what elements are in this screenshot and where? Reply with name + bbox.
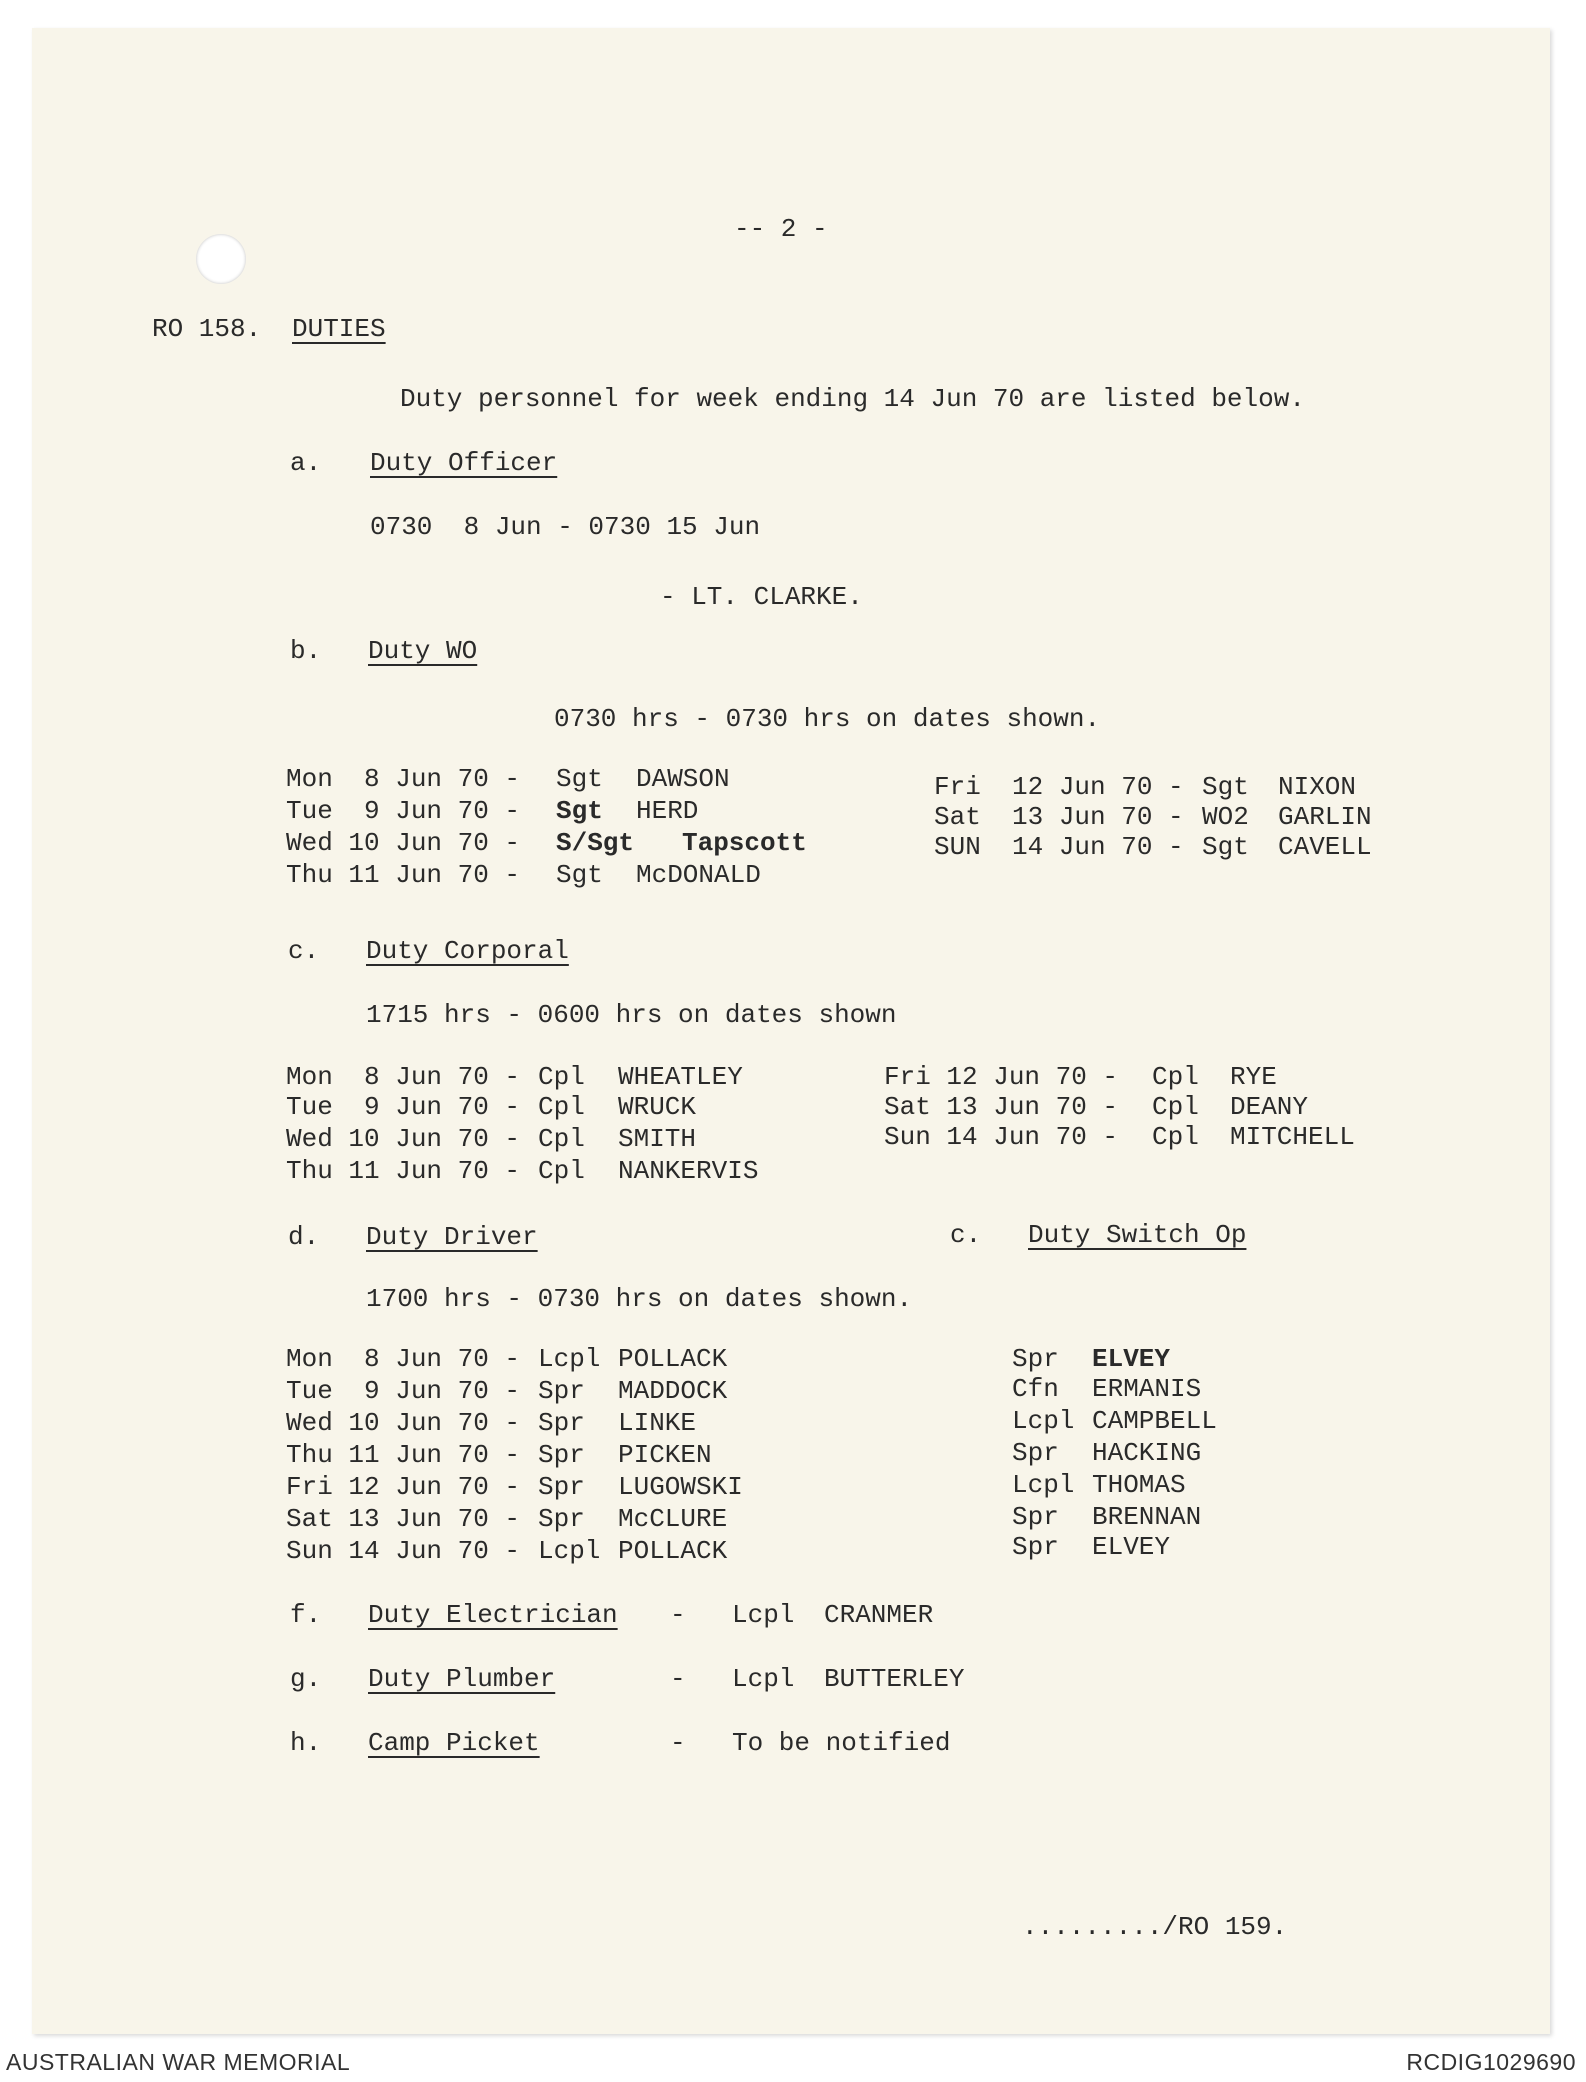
list-item-date: Sun 14 Jun 70 - bbox=[286, 1536, 521, 1566]
document-page bbox=[32, 28, 1550, 2034]
footer-item-id: RCDIG1029690 bbox=[1406, 2049, 1576, 2075]
list-item-letter: f. bbox=[290, 1600, 322, 1630]
list-item-date: Sat 13 Jun 70 - bbox=[934, 802, 1184, 832]
duty-corporal-hours: 1715 hrs - 0600 hrs on dates shown bbox=[366, 1000, 897, 1030]
list-item-date: Tue 9 Jun 70 - bbox=[286, 796, 521, 826]
list-item-name: Tapscott bbox=[682, 828, 807, 858]
list-item-name: NANKERVIS bbox=[618, 1156, 759, 1186]
list-item-name: McDONALD bbox=[636, 860, 761, 890]
duty-corporal-heading: Duty Corporal bbox=[366, 936, 569, 966]
duty-wo-hours: 0730 hrs - 0730 hrs on dates shown. bbox=[554, 704, 1101, 734]
list-item-rank: Sgt bbox=[556, 860, 603, 890]
duty-officer-letter: a. bbox=[290, 448, 322, 478]
list-item-heading: Duty Plumber bbox=[368, 1664, 556, 1694]
list-item-name: BUTTERLEY bbox=[824, 1664, 965, 1694]
continuation-ref: ........./RO 159. bbox=[1022, 1912, 1288, 1942]
list-item-date: Fri 12 Jun 70 - bbox=[884, 1062, 1119, 1092]
list-item-name: HERD bbox=[636, 796, 699, 826]
duty-switch-op-letter: c. bbox=[950, 1220, 982, 1250]
list-item-name: DEANY bbox=[1230, 1092, 1309, 1122]
footer-archive-name: AUSTRALIAN WAR MEMORIAL bbox=[6, 2049, 351, 2075]
list-item-rank: Sgt bbox=[556, 796, 603, 826]
page-number: -- 2 - bbox=[734, 214, 828, 244]
list-item-name: NIXON bbox=[1278, 772, 1357, 802]
list-item-name: CRANMER bbox=[824, 1600, 934, 1630]
list-item-heading: Duty Electrician bbox=[368, 1600, 618, 1630]
list-item-rank: Lcpl bbox=[1012, 1470, 1075, 1500]
list-item-rank: Cpl bbox=[1152, 1062, 1199, 1092]
list-item-date: Tue 9 Jun 70 - bbox=[286, 1092, 521, 1122]
list-item-name: LINKE bbox=[618, 1408, 697, 1438]
duty-driver-hours: 1700 hrs - 0730 hrs on dates shown. bbox=[366, 1284, 913, 1314]
list-item-name: GARLIN bbox=[1278, 802, 1372, 832]
duty-driver-heading: Duty Driver bbox=[366, 1222, 538, 1252]
list-item-rank: S/Sgt bbox=[556, 828, 635, 858]
list-item-date: Mon 8 Jun 70 - bbox=[286, 1344, 521, 1374]
duty-officer-period: 0730 8 Jun - 0730 15 Jun bbox=[370, 512, 761, 542]
list-item-rank: Cpl bbox=[538, 1156, 585, 1186]
intro-text: Duty personnel for week ending 14 Jun 70 are listed below. bbox=[400, 384, 1305, 414]
list-item-rank: Cpl bbox=[538, 1062, 585, 1092]
list-item-rank: Cpl bbox=[538, 1124, 585, 1154]
list-item-name: MADDOCK bbox=[618, 1376, 728, 1406]
list-item-rank: Lcpl bbox=[538, 1344, 601, 1374]
duty-officer-heading: Duty Officer bbox=[370, 448, 558, 478]
list-item-name: PICKEN bbox=[618, 1440, 712, 1470]
list-item-name: ELVEY bbox=[1092, 1532, 1171, 1562]
list-item-name: ERMANIS bbox=[1092, 1374, 1202, 1404]
list-item-rank: Spr bbox=[538, 1408, 585, 1438]
punch-hole bbox=[196, 234, 246, 284]
list-item-letter: g. bbox=[290, 1664, 322, 1694]
duty-switch-op-heading: Duty Switch Op bbox=[1028, 1220, 1247, 1250]
list-item-rank: Sgt bbox=[1202, 772, 1249, 802]
list-item-rank: Lcpl bbox=[1012, 1406, 1075, 1436]
list-item-rank: Sgt bbox=[556, 764, 603, 794]
list-item-date: Thu 11 Jun 70 - bbox=[286, 1156, 521, 1186]
order-ref: RO 158. bbox=[152, 314, 262, 344]
list-item-letter: h. bbox=[290, 1728, 322, 1758]
list-item-name: WRUCK bbox=[618, 1092, 697, 1122]
duty-driver-letter: d. bbox=[288, 1222, 320, 1252]
list-item-rank: Lcpl bbox=[732, 1600, 795, 1630]
duty-wo-letter: b. bbox=[290, 636, 322, 666]
list-item-rank: Lcpl bbox=[732, 1664, 795, 1694]
list-item-date: Wed 10 Jun 70 - bbox=[286, 828, 521, 858]
list-item-date: Fri 12 Jun 70 - bbox=[286, 1472, 521, 1502]
list-item-rank: Spr bbox=[1012, 1532, 1059, 1562]
list-item-name: DAWSON bbox=[636, 764, 730, 794]
list-item-heading: Camp Picket bbox=[368, 1728, 540, 1758]
list-item-date: Sun 14 Jun 70 - bbox=[884, 1122, 1119, 1152]
list-item-date: Sat 13 Jun 70 - bbox=[884, 1092, 1119, 1122]
list-item-date: Sat 13 Jun 70 - bbox=[286, 1504, 521, 1534]
list-item-rank: Cpl bbox=[1152, 1122, 1199, 1152]
list-item-name: THOMAS bbox=[1092, 1470, 1186, 1500]
list-item-name: CAVELL bbox=[1278, 832, 1372, 862]
list-item-name: BRENNAN bbox=[1092, 1502, 1202, 1532]
list-item-rank: Spr bbox=[538, 1440, 585, 1470]
list-item-name: RYE bbox=[1230, 1062, 1277, 1092]
list-item-rank: Cpl bbox=[538, 1092, 585, 1122]
list-item-name: CAMPBELL bbox=[1092, 1406, 1217, 1436]
list-item-rank: Spr bbox=[1012, 1344, 1059, 1374]
list-item-name: WHEATLEY bbox=[618, 1062, 743, 1092]
list-item-date: Mon 8 Jun 70 - bbox=[286, 764, 521, 794]
list-item-rank: WO2 bbox=[1202, 802, 1249, 832]
list-item-name: LUGOWSKI bbox=[618, 1472, 743, 1502]
list-item-rank: Cpl bbox=[1152, 1092, 1199, 1122]
duty-corporal-letter: c. bbox=[288, 936, 320, 966]
list-item-dash: - bbox=[670, 1664, 686, 1694]
list-item-date: Wed 10 Jun 70 - bbox=[286, 1124, 521, 1154]
list-item-name: McCLURE bbox=[618, 1504, 728, 1534]
list-item-rank: Spr bbox=[1012, 1438, 1059, 1468]
list-item-name: POLLACK bbox=[618, 1344, 728, 1374]
list-item-dash: - bbox=[670, 1600, 686, 1630]
duty-officer-name: - LT. CLARKE. bbox=[660, 582, 863, 612]
list-item-rank: Cfn bbox=[1012, 1374, 1059, 1404]
list-item-rank: Spr bbox=[538, 1472, 585, 1502]
list-item-date: Wed 10 Jun 70 - bbox=[286, 1408, 521, 1438]
list-item-dash: - bbox=[670, 1728, 686, 1758]
list-item-name: MITCHELL bbox=[1230, 1122, 1355, 1152]
section-title: DUTIES bbox=[292, 314, 386, 344]
list-item-name: ELVEY bbox=[1092, 1344, 1171, 1374]
list-item-date: Tue 9 Jun 70 - bbox=[286, 1376, 521, 1406]
list-item-date: Mon 8 Jun 70 - bbox=[286, 1062, 521, 1092]
list-item-rank: Sgt bbox=[1202, 832, 1249, 862]
list-item-name: POLLACK bbox=[618, 1536, 728, 1566]
duty-wo-heading: Duty WO bbox=[368, 636, 478, 666]
list-item-rank: To be notified bbox=[732, 1728, 951, 1758]
list-item-date: Thu 11 Jun 70 - bbox=[286, 860, 521, 890]
list-item-date: Fri 12 Jun 70 - bbox=[934, 772, 1184, 802]
list-item-date: Thu 11 Jun 70 - bbox=[286, 1440, 521, 1470]
list-item-rank: Lcpl bbox=[538, 1536, 601, 1566]
list-item-name: SMITH bbox=[618, 1124, 697, 1154]
list-item-name: HACKING bbox=[1092, 1438, 1202, 1468]
list-item-date: SUN 14 Jun 70 - bbox=[934, 832, 1184, 862]
list-item-rank: Spr bbox=[538, 1376, 585, 1406]
list-item-rank: Spr bbox=[1012, 1502, 1059, 1532]
list-item-rank: Spr bbox=[538, 1504, 585, 1534]
